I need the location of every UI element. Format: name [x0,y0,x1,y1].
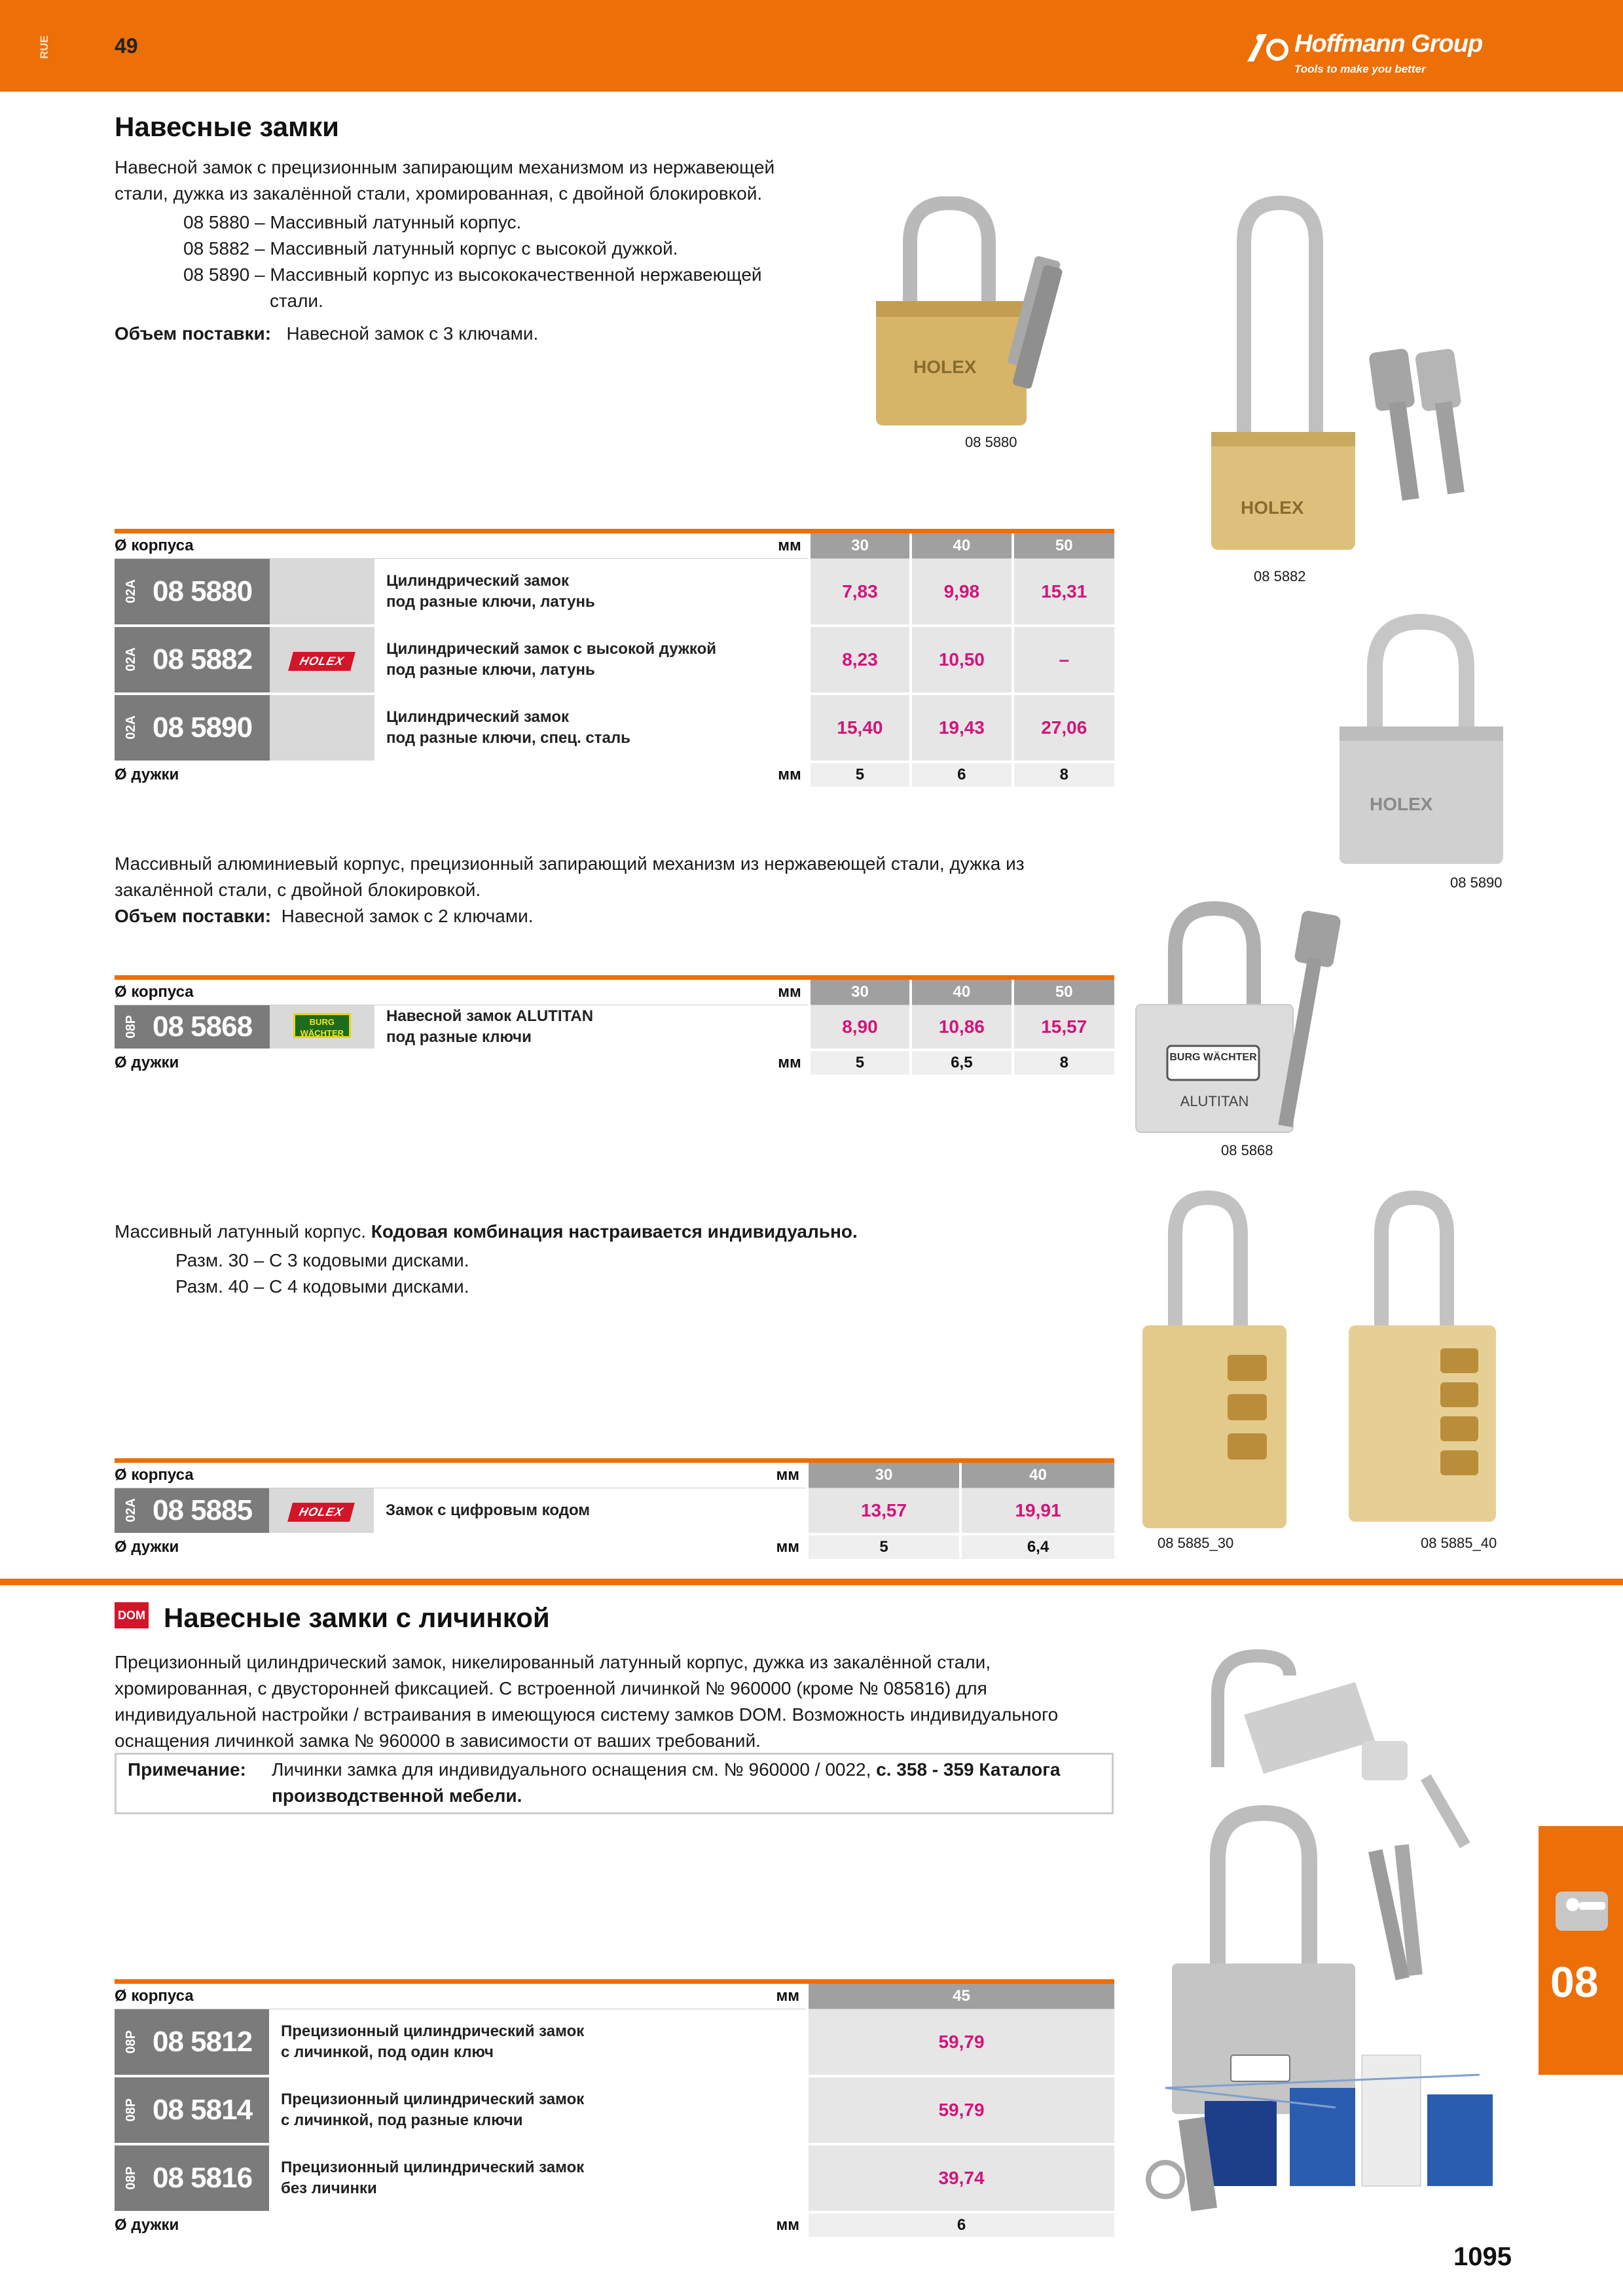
product-code: 08 5812 [153,2025,253,2058]
section3-intro [115,1219,858,1245]
size-header: 45 [807,1984,1114,2009]
product-code-cell [115,1488,269,1534]
variant-line: стали. [270,291,323,311]
table-row [115,2144,1114,2212]
intro-line: Прецизионный цилиндрический замок, никелированный латунный корпус, дужка из закалённой стали, [115,1652,991,1672]
image-caption: 08 5890 [1450,874,1503,891]
size-header: 40 [960,1463,1114,1488]
price-cell: 13,57 [807,1488,960,1534]
padlock-price-table [115,533,1114,787]
section2-intro [115,851,1025,929]
holex-logo: HOLEX [288,652,356,671]
price-cell: 10,50 [911,626,1012,694]
variant-code: 08 5890 – [183,264,265,285]
shackle-size: 5 [809,762,911,787]
shackle-diameter-label: Ø дужки [115,1053,179,1071]
lock-label-bottom: ALUTITAN [1180,1093,1249,1109]
size-header: 40 [911,533,1012,559]
brand-cell [270,1005,374,1050]
table-row [115,626,1114,694]
size-header: 30 [809,533,911,559]
delivery-text: Навесной замок с 2 ключами. [281,906,534,926]
image-caption: 08 5885_30 [1158,1535,1234,1551]
size-header: 50 [1013,533,1114,559]
shackle-size: 6 [807,2212,1114,2237]
table-row [115,694,1114,762]
section3-sizes [175,1247,469,1300]
section1-variants [183,209,762,314]
unit-label: мм [778,765,801,783]
image-caption: 08 5880 [965,434,1017,450]
description-cell: Прецизионный цилиндрический замок с личинкой, под один ключ [269,2009,807,2076]
workshop-cabinet-system-image [1139,2049,1506,2219]
section-tab [1539,1826,1623,2075]
table-row [115,559,1114,626]
price-cell: 19,91 [960,1488,1114,1534]
variant-code: 08 5880 – [183,212,265,232]
table-row [115,2009,1114,2076]
table-top-rule [115,1979,1114,1984]
brand-cell [270,626,374,694]
shackle-diameter-label: Ø дужки [115,1537,179,1556]
unit-label: мм [776,1537,799,1556]
price-cell: 19,43 [911,694,1012,762]
body-diameter-label: Ø корпуса [115,533,374,559]
price-cell: 59,79 [807,2009,1114,2076]
table-top-rule [115,975,1114,980]
body-diameter-label: Ø корпуса [115,1463,374,1488]
product-code-cell [115,2076,269,2144]
size-header: 50 [1013,980,1114,1005]
size-header: 40 [911,980,1012,1005]
brand-name: Hoffmann Group [1294,30,1483,58]
delivery-label: Объем поставки: [115,906,272,926]
table-row [115,1488,1114,1534]
section-title-cylinder-padlocks: Навесные замки с личинкой [164,1602,550,1633]
brass-padlock-with-keys [864,196,1067,432]
description-cell: Цилиндрический замок под разные ключи, спец. сталь [374,694,809,762]
group-code: 02A [124,715,138,740]
variant-line [183,262,762,288]
variant-code: 08 5882 – [183,238,265,259]
product-code-cell [115,2009,269,2076]
intro-line: Массивный алюминиевый корпус, прецизионный запирающий механизм из нержавеющей стали, дужка из [115,853,1025,874]
dom-badge: DOM [115,1602,149,1628]
description-cell: Прецизионный цилиндрический замок с личинкой, под разные ключи [269,2076,807,2144]
section-title-padlocks: Навесные замки [115,111,339,142]
hoffmann-logo [1247,26,1522,79]
product-code: 08 5890 [153,711,253,744]
size-header: 30 [807,1463,960,1488]
price-cell: 15,57 [1013,1005,1114,1050]
variant-line [183,236,762,262]
note-text: Личинки замка для индивидуального оснащения см. № 960000 / 0022, с. 358 - 359 Каталога производственной мебели. [272,1759,1061,1806]
shackle-diameter-label: Ø дужки [115,2215,179,2234]
size-header: 30 [809,980,911,1005]
unit-label: мм [374,1463,807,1488]
shackle-size: 6 [911,762,1012,787]
section-number: 08 [1550,1958,1599,2006]
body-diameter-label: Ø корпуса [115,1984,269,2009]
aluminium-padlock-alutitan [1129,897,1352,1139]
image-caption: 08 5885_40 [1421,1535,1497,1551]
delivery-label: Объем поставки: [115,323,272,344]
product-code: 08 5816 [153,2161,253,2194]
steel-padlock [1329,609,1519,870]
product-code-cell [115,694,270,762]
unit-label: мм [776,2215,799,2234]
price-cell: 27,06 [1013,694,1114,762]
price-cell: – [1013,626,1114,694]
image-caption: 08 5868 [1221,1142,1273,1158]
combination-padlock-3-dials [1136,1188,1300,1535]
group-code: 08P [124,2030,138,2054]
table-row [115,2076,1114,2144]
product-code-cell [115,2144,269,2212]
section1-intro [115,154,775,207]
price-cell: 15,40 [809,694,911,762]
product-code: 08 5882 [153,643,253,675]
table-top-rule [115,529,1114,533]
table-header-row [115,980,1114,1005]
variant-text: Массивный латунный корпус с высокой дужкой. [270,238,678,259]
price-cell: 59,79 [807,2076,1114,2144]
size-line: Разм. 30 – С 3 кодовыми дисками. [175,1250,469,1270]
unit-label: мм [374,980,809,1005]
alutitan-price-table [115,980,1114,1075]
shackle-size: 6,4 [960,1534,1114,1559]
lock-label-top: BURG WÄCHTER [1169,1052,1257,1063]
page-number-top: 49 [115,34,138,58]
svg-text:HOLEX: HOLEX [1241,497,1304,518]
intro-line: Массивный латунный корпус. Кодовая комбинация настраивается индивидуально. [115,1221,858,1242]
table-header-row [115,533,1114,559]
description-cell: Цилиндрический замок под разные ключи, латунь [374,559,809,626]
burg-waechter-logo: BURG WÄCHTER [293,1013,351,1038]
intro-line: оснащения личинкой замка № 960000 в зависимости от ваших требований. [115,1731,761,1751]
ho-logo-icon [1247,31,1289,63]
table-footer-row [115,1534,1114,1559]
brand-cell [270,694,374,762]
table-footer-row [115,1050,1114,1075]
price-cell: 8,23 [809,626,911,694]
section4-intro [115,1649,1058,1754]
group-code: 08P [124,2098,138,2122]
size-line: Разм. 40 – С 4 кодовыми дисками. [175,1276,469,1297]
combination-padlock-4-dials [1342,1188,1512,1528]
group-code: 08P [124,2166,138,2190]
dom-padlock-table [115,1984,1114,2237]
image-caption: 08 5882 [1254,568,1306,584]
product-code-cell [115,626,270,694]
description-cell: Навесной замок ALUTITAN под разные ключи [374,1005,809,1050]
group-code: 02A [124,579,138,604]
intro-line: закалённой стали, с двойной блокировкой. [115,880,481,900]
page-number-bottom: 1095 [1453,2242,1512,2271]
section2-delivery [115,903,1025,929]
brand-tagline: Tools to make you better [1294,63,1426,75]
delivery-text: Навесной замок с 3 ключами. [286,323,539,344]
intro-line: хромированная, с двусторонней фиксацией. С встроенной личинкой № 960000 (кроме № 085816) для [115,1678,987,1698]
price-cell: 9,98 [911,559,1012,626]
unit-label: мм [778,1053,801,1071]
product-code: 08 5868 [153,1010,253,1043]
holex-logo: HOLEX [288,1503,356,1522]
intro-line: Навесной замок с прецизионным запирающим механизмом из нержавеющей [115,157,775,177]
shackle-size: 5 [809,1050,911,1075]
price-cell: 7,83 [809,559,911,626]
table-header-row [115,1984,1114,2009]
variant-line [183,209,762,236]
description-cell: Замок с цифровым кодом [374,1488,807,1534]
combination-lock-table [115,1463,1114,1559]
table-top-rule [115,1458,1114,1463]
intro-line: индивидуальной настройки / встраивания в имеющуюся систему замков DOM. Возможность индивидуального [115,1704,1059,1725]
brand-cell [269,1488,374,1534]
variant-text: Массивный латунный корпус. [270,212,522,232]
product-code-cell [115,559,270,626]
table-footer-row [115,2212,1114,2237]
price-cell: 8,90 [809,1005,911,1050]
price-cell: 15,31 [1013,559,1114,626]
description-cell: Прецизионный цилиндрический замок без личинки [269,2144,807,2212]
machinist-tools-icon [1553,1878,1611,1937]
intro-line: стали, дужка из закалённой стали, хромированная, с двойной блокировкой. [115,183,763,204]
group-code: 08P [124,1014,138,1039]
shackle-size: 8 [1013,1050,1114,1075]
svg-text:HOLEX: HOLEX [913,357,977,377]
shackle-size: 5 [807,1534,960,1559]
shackle-size: 6,5 [911,1050,1012,1075]
note-label: Примечание: [128,1759,246,1780]
body-diameter-label: Ø корпуса [115,980,374,1005]
table-header-row [115,1463,1114,1488]
table-footer-row [115,762,1114,787]
price-cell: 10,86 [911,1005,1012,1050]
product-code: 08 5814 [153,2093,253,2126]
shackle-size: 8 [1013,762,1114,787]
brand-cell [270,559,374,626]
table-row [115,1005,1114,1050]
variant-text: Массивный корпус из высококачественной нержавеющей [270,264,762,285]
product-code-cell [115,1005,270,1050]
unit-label: мм [374,533,809,559]
shackle-diameter-label: Ø дужки [115,765,179,783]
unit-label: мм [269,1984,807,2009]
product-code: 08 5880 [153,575,253,607]
language-code: RUE [38,35,50,59]
product-code: 08 5885 [153,1494,253,1526]
group-code: 02A [124,1498,138,1523]
brass-padlock-long-shackle [1205,190,1512,556]
section-divider [0,1579,1623,1585]
price-cell: 39,74 [807,2144,1114,2212]
svg-text:HOLEX: HOLEX [1370,794,1433,814]
description-cell: Цилиндрический замок с высокой дужкой под разные ключи, латунь [374,626,809,694]
section1-delivery [115,321,538,347]
group-code: 02A [124,647,138,672]
